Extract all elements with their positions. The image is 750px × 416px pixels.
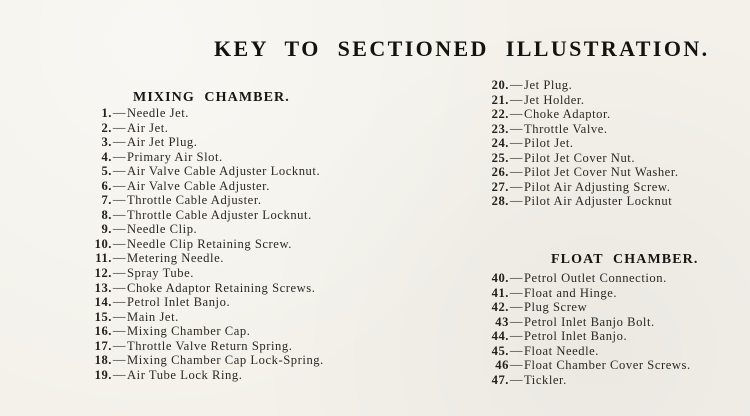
- part-label: Pilot Jet Cover Nut Washer.: [524, 165, 679, 180]
- parts-list-item: [80, 324, 324, 339]
- part-number: 7.: [101, 193, 112, 208]
- part-separator: —: [112, 207, 127, 222]
- part-number: 19.: [94, 367, 112, 382]
- part-separator: —: [509, 285, 524, 300]
- part-separator: —: [509, 164, 524, 179]
- parts-list-item: [80, 237, 324, 252]
- part-label: Throttle Cable Adjuster.: [127, 193, 262, 208]
- part-label: Pilot Air Adjuster Locknut: [524, 194, 673, 209]
- part-number: 27.: [491, 179, 509, 194]
- part-number: 21.: [491, 92, 509, 107]
- part-label: Air Tube Lock Ring.: [127, 367, 243, 382]
- parts-list-item: [80, 135, 324, 150]
- page-title: KEY TO SECTIONED ILLUSTRATION.: [214, 35, 710, 61]
- mixing-chamber-parts-list: [80, 106, 324, 382]
- part-number: 4.: [101, 149, 112, 164]
- parts-list-item: [80, 266, 324, 281]
- part-number: 43: [495, 314, 509, 329]
- part-number: 46: [495, 358, 509, 373]
- float-chamber-heading: FLOAT CHAMBER.: [551, 251, 699, 267]
- parts-list-item: [80, 150, 324, 165]
- part-label: Needle Clip Retaining Screw.: [127, 236, 292, 251]
- part-separator: —: [509, 343, 524, 358]
- part-label: Needle Jet.: [127, 106, 189, 120]
- part-number: 10.: [94, 236, 112, 251]
- part-separator: —: [112, 192, 127, 207]
- part-label: Throttle Cable Adjuster Locknut.: [127, 207, 312, 222]
- part-separator: —: [509, 77, 524, 92]
- parts-list-item: [481, 358, 691, 373]
- part-number: 45.: [491, 343, 509, 358]
- part-separator: —: [509, 121, 524, 136]
- part-separator: —: [509, 193, 524, 208]
- part-label: Petrol Outlet Connection.: [524, 271, 667, 285]
- part-number: 3.: [101, 135, 112, 150]
- part-separator: —: [112, 236, 127, 251]
- parts-list-item: [481, 286, 691, 301]
- part-label: Tickler.: [524, 372, 567, 387]
- part-separator: —: [509, 372, 524, 387]
- part-label: Throttle Valve.: [524, 121, 608, 136]
- part-label: Choke Adaptor.: [524, 107, 611, 122]
- part-label: Mixing Chamber Cap Lock-Spring.: [127, 353, 324, 368]
- parts-list-item: [80, 353, 324, 368]
- part-label: Spray Tube.: [127, 266, 194, 281]
- part-label: Air Valve Cable Adjuster.: [127, 178, 270, 193]
- parts-list-item: [80, 295, 324, 310]
- parts-list-item: [80, 208, 324, 223]
- part-label: Metering Needle.: [127, 251, 224, 266]
- parts-list-item: [481, 315, 691, 330]
- parts-list-item: [80, 310, 324, 325]
- part-number: 22.: [491, 107, 509, 122]
- part-number: 42.: [491, 300, 509, 315]
- parts-list-item: [481, 78, 679, 93]
- part-number: 44.: [491, 329, 509, 344]
- part-label: Petrol Inlet Banjo.: [127, 295, 231, 310]
- part-number: 40.: [491, 271, 509, 285]
- part-label: Plug Screw: [524, 300, 588, 315]
- parts-list-item: [481, 107, 679, 122]
- part-label: Throttle Valve Return Spring.: [127, 338, 293, 353]
- part-number: 47.: [491, 372, 509, 387]
- mixing-chamber-continued-parts-list: [481, 78, 679, 209]
- mixing-chamber-heading: MIXING CHAMBER.: [133, 89, 290, 105]
- parts-list-item: [80, 368, 324, 383]
- part-label: Mixing Chamber Cap.: [127, 324, 251, 339]
- part-number: 6.: [101, 178, 112, 193]
- part-number: 26.: [491, 165, 509, 180]
- part-number: 25.: [491, 150, 509, 165]
- part-number: 28.: [491, 194, 509, 209]
- parts-list-item: [481, 194, 679, 209]
- part-number: 41.: [491, 285, 509, 300]
- part-separator: —: [112, 178, 127, 193]
- part-separator: —: [509, 328, 524, 343]
- part-number: 24.: [491, 136, 509, 151]
- part-label: Pilot Air Adjusting Screw.: [524, 179, 671, 194]
- part-number: 23.: [491, 121, 509, 136]
- part-label: Float Needle.: [524, 343, 599, 358]
- part-label: Choke Adaptor Retaining Screws.: [127, 280, 316, 295]
- part-number: 11.: [95, 251, 112, 266]
- parts-list-item: [80, 106, 324, 121]
- part-separator: —: [112, 149, 127, 164]
- part-label: Float and Hinge.: [524, 285, 618, 300]
- part-number: 14.: [94, 295, 112, 310]
- part-separator: —: [509, 179, 524, 194]
- part-separator: —: [112, 352, 127, 367]
- parts-list-item: [80, 179, 324, 194]
- part-number: 20.: [491, 78, 509, 92]
- parts-list-item: [481, 300, 691, 315]
- part-separator: —: [112, 250, 127, 265]
- part-separator: —: [112, 338, 127, 353]
- parts-list-item: [80, 121, 324, 136]
- part-number: 15.: [94, 309, 112, 324]
- part-label: Pilot Jet Cover Nut.: [524, 150, 636, 165]
- part-number: 16.: [94, 324, 112, 339]
- parts-list-item: [80, 339, 324, 354]
- parts-list-item: [481, 165, 679, 180]
- part-separator: —: [112, 163, 127, 178]
- part-number: 18.: [94, 353, 112, 368]
- parts-list-item: [481, 373, 691, 388]
- part-separator: —: [112, 134, 127, 149]
- part-separator: —: [112, 120, 127, 135]
- part-separator: —: [509, 314, 524, 329]
- part-separator: —: [509, 299, 524, 314]
- float-chamber-parts-list: [481, 271, 691, 387]
- parts-list-item: [481, 151, 679, 166]
- part-number: 1.: [101, 106, 112, 120]
- parts-list-item: [80, 222, 324, 237]
- part-separator: —: [112, 280, 127, 295]
- parts-list-item: [481, 93, 679, 108]
- parts-list-item: [80, 281, 324, 296]
- part-separator: —: [509, 92, 524, 107]
- part-label: Air Jet.: [127, 120, 169, 135]
- part-separator: —: [112, 221, 127, 236]
- part-label: Needle Clip.: [127, 222, 198, 237]
- parts-list-item: [481, 180, 679, 195]
- part-separator: —: [112, 367, 127, 382]
- part-separator: —: [509, 106, 524, 121]
- part-number: 13.: [94, 280, 112, 295]
- part-label: Main Jet.: [127, 309, 179, 324]
- parts-list-item: [481, 329, 691, 344]
- part-number: 5.: [101, 164, 112, 179]
- part-label: Air Valve Cable Adjuster Locknut.: [127, 164, 321, 179]
- part-separator: —: [509, 150, 524, 165]
- part-number: 8.: [101, 207, 112, 222]
- part-separator: —: [112, 309, 127, 324]
- part-separator: —: [509, 270, 524, 285]
- parts-list-item: [80, 193, 324, 208]
- part-separator: —: [112, 105, 127, 120]
- part-number: 12.: [94, 266, 112, 281]
- part-number: 9.: [101, 222, 112, 237]
- part-separator: —: [509, 357, 524, 372]
- part-label: Jet Holder.: [524, 92, 585, 107]
- part-label: Jet Plug.: [524, 78, 573, 92]
- part-separator: —: [112, 323, 127, 338]
- part-separator: —: [112, 265, 127, 280]
- part-label: Petrol Inlet Banjo Bolt.: [524, 314, 655, 329]
- parts-list-item: [481, 122, 679, 137]
- part-label: Float Chamber Cover Screws.: [524, 358, 691, 373]
- part-label: Primary Air Slot.: [127, 149, 223, 164]
- part-separator: —: [509, 135, 524, 150]
- parts-list-item: [80, 164, 324, 179]
- part-label: Pilot Jet.: [524, 136, 574, 151]
- part-label: Air Jet Plug.: [127, 135, 198, 150]
- parts-list-item: [481, 271, 691, 286]
- parts-list-item: [481, 136, 679, 151]
- part-number: 17.: [94, 338, 112, 353]
- parts-list-item: [481, 344, 691, 359]
- part-label: Petrol Inlet Banjo.: [524, 329, 628, 344]
- part-separator: —: [112, 294, 127, 309]
- parts-list-item: [80, 251, 324, 266]
- part-number: 2.: [101, 120, 112, 135]
